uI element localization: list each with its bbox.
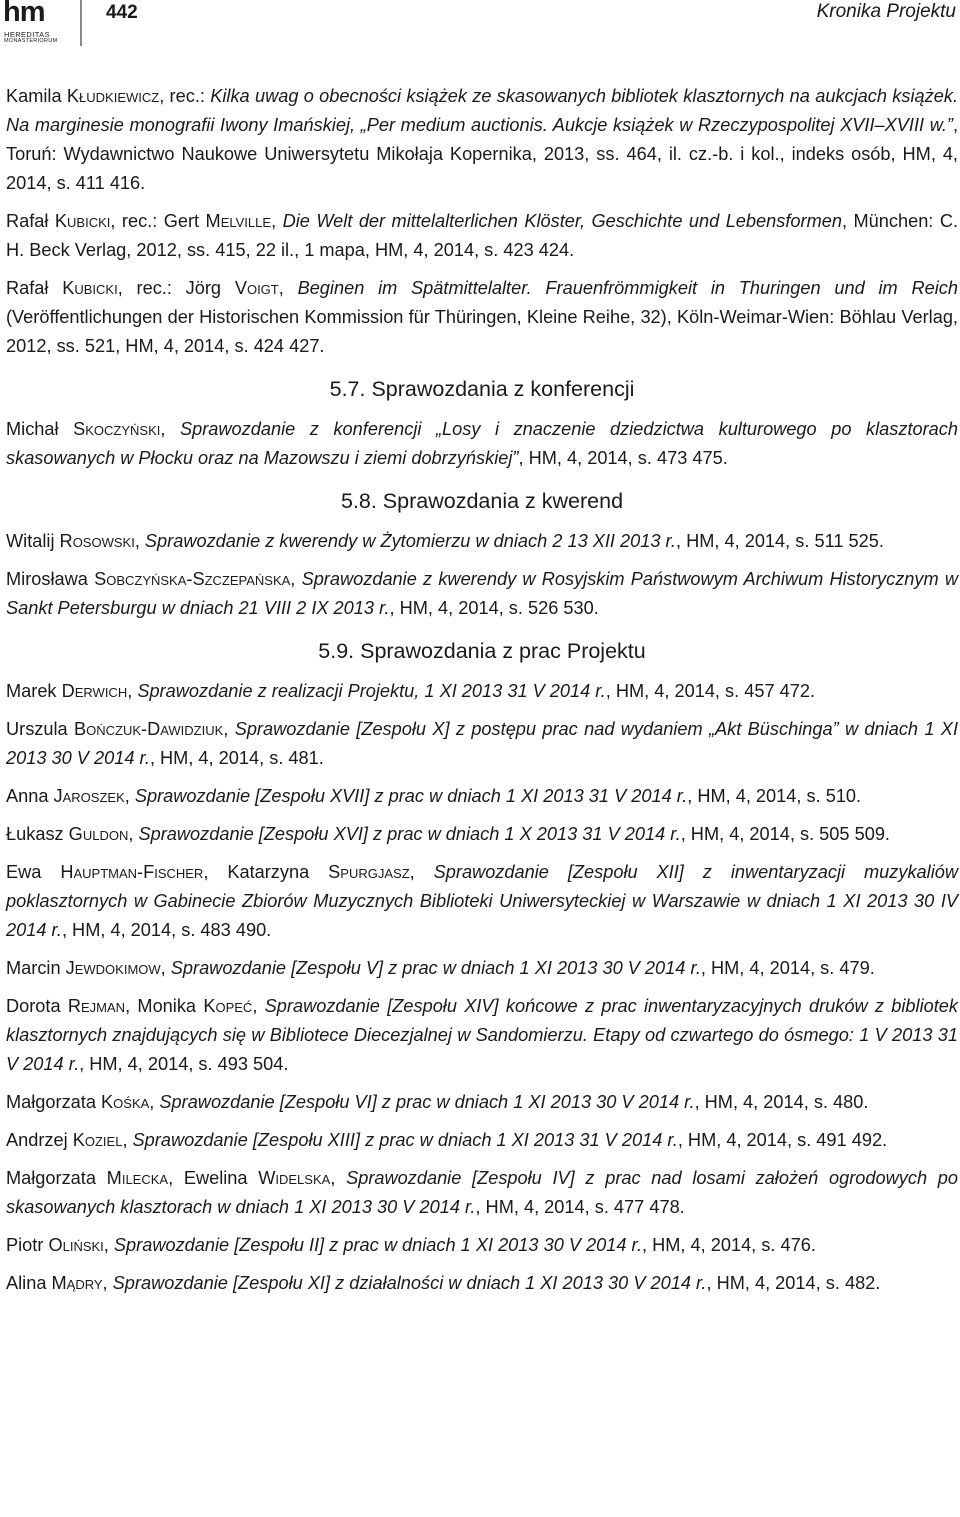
author-surname: oziel xyxy=(84,1130,123,1150)
hereditas-monasteriorum-logo xyxy=(0,0,72,46)
entry-bonczuk-dawidziuk xyxy=(6,715,958,773)
entries-group-a xyxy=(6,82,958,361)
author-surname: ądry xyxy=(66,1273,103,1293)
entry-text: , xyxy=(271,211,283,231)
entry-text: , xyxy=(160,419,180,439)
entry-title: Die Welt der mittelalterlichen Klöster, Geschichte und Lebensformen xyxy=(282,211,842,231)
entry-title: Sprawozdanie [Zespołu IV] z prac nad losami założeń ogrodowych po skasowanych klasztorach w dniach 1 XI 2013 30 V 2014 r. xyxy=(6,1168,958,1217)
entry-text: , Toruń: Wydawnictwo Naukowe Uniwersytetu Mikołaja Kopernika, 2013, ss. 464, il. cz.-b. i kol., indeks osób, HM, 4, 2014, s. 411 416. xyxy=(6,115,958,193)
entry-kubicki-voigt xyxy=(6,274,958,361)
entry-text: , HM, 4, 2014, s. 479. xyxy=(700,958,875,978)
author-surname: erwich xyxy=(74,681,128,701)
author-surname: oigt xyxy=(246,278,279,298)
entry-text: , xyxy=(278,278,298,298)
entry-title: Sprawozdanie z realizacji Projektu, 1 XI 2013 31 V 2014 r. xyxy=(137,681,606,701)
entry-text: , Ewelina W xyxy=(168,1168,276,1188)
entry-text: , xyxy=(252,996,265,1016)
author-surname: obczyńska xyxy=(106,569,187,589)
entry-text: , xyxy=(160,958,171,978)
author-surname: zczepańska xyxy=(204,569,291,589)
author-surname: opeć xyxy=(215,996,253,1016)
entry-title: Sprawozdanie [Zespołu II] z prac w dniach 1 XI 2013 30 V 2014 r. xyxy=(113,1235,642,1255)
entry-text: , xyxy=(149,1092,160,1112)
author-surname: ubicki xyxy=(67,211,111,231)
entry-text: (Veröffentlichungen der Historischen Kommission für Thüringen, Kleine Reihe, 32), Köln-Weimar-Wien: Böhlau Verlag, 2012, ss. 521, HM, 4, 2014, s. 424 427. xyxy=(6,307,958,356)
author-surname: ewdokimow xyxy=(74,958,161,978)
author-surname: liński xyxy=(62,1235,104,1255)
entry-text: , xyxy=(124,786,135,806)
author-surname: idelska xyxy=(275,1168,331,1188)
entry-text: , HM, 4, 2014, s. 481. xyxy=(149,748,324,768)
entry-rejman-kopec xyxy=(6,992,958,1079)
page-content xyxy=(6,82,958,1307)
section-heading-queries: 5.8. Sprawozdania z kwerend xyxy=(340,489,624,513)
entry-kludkiewicz xyxy=(6,82,958,198)
entry-text: , HM, 4, 2014, s. 505 509. xyxy=(680,824,890,844)
entry-text: , HM, 4, 2014, s. 483 490. xyxy=(61,920,272,940)
entry-text: , xyxy=(290,569,302,589)
entry-text: , HM, 4, 2014, s. 482. xyxy=(706,1273,881,1293)
entry-title: Sprawozdanie z konferencji „Losy i znaczenie dziedzictwa kulturowego po klasztorach skasowanych w Płocku oraz na Mazowszu i ziemi dobrzyńskiej” xyxy=(6,419,958,468)
entries-group-b xyxy=(6,415,958,473)
running-title: Kronika Projektu xyxy=(816,1,956,22)
entry-jaroszek xyxy=(6,782,958,811)
entries-group-c xyxy=(6,527,958,623)
entry-text: Andrzej K xyxy=(6,1130,85,1150)
entry-text: Rafał K xyxy=(6,278,75,298)
entry-text: Marek D xyxy=(6,681,75,701)
entry-title: Sprawozdanie [Zespołu XVI] z prac w dniach 1 X 2013 31 V 2014 r. xyxy=(138,824,681,844)
entry-guldon xyxy=(6,820,958,849)
author-surname: uldon xyxy=(82,824,129,844)
entry-text: Anna J xyxy=(6,786,63,806)
entry-text: -D xyxy=(141,719,161,739)
entry-text: -F xyxy=(137,862,155,882)
entry-text: Michał S xyxy=(6,419,86,439)
entry-text: , xyxy=(409,862,434,882)
entry-text: Alina M xyxy=(6,1273,67,1293)
entry-text: , HM, 4, 2014, s. 511 525. xyxy=(675,531,884,551)
entry-text: , HM, 4, 2014, s. 526 530. xyxy=(389,598,599,618)
entry-text: Łukasz G xyxy=(6,824,83,844)
page-number: 442 xyxy=(106,2,138,23)
entry-text: Rafał K xyxy=(6,211,68,231)
entry-text: -S xyxy=(186,569,205,589)
entry-title: Sprawozdanie [Zespołu X] z postępu prac nad wydaniem „Akt Büschinga” w dniach 1 XI 2013 30 V 2014 r. xyxy=(6,719,958,768)
author-surname: purgjasz xyxy=(340,862,410,882)
entry-hauptman-fischer xyxy=(6,858,958,945)
entry-text: Małgorzata K xyxy=(6,1092,114,1112)
entry-text: , Katarzyna S xyxy=(203,862,341,882)
entry-title: Sprawozdanie [Zespołu XIV] końcowe z prac inwentaryzacyjnych druków z bibliotek klasztornych znajdujących się w Bibliotece Diecezjalnej w Sandomierzu. Etapy od czwartego do ósmego: 1 V 2013 31 V 2014 r. xyxy=(6,996,958,1074)
entry-koziel xyxy=(6,1126,958,1155)
entry-text: Dorota R xyxy=(6,996,82,1016)
entry-sobczynska-szczepanska xyxy=(6,565,958,623)
entry-rosowski xyxy=(6,527,958,556)
entry-text: , HM, 4, 2014, s. 480. xyxy=(694,1092,869,1112)
author-surname: ischer xyxy=(154,862,204,882)
logo-line2: MONASTERIORUM xyxy=(4,38,58,44)
entry-text: Kamila K xyxy=(6,86,80,106)
entry-title: Sprawozdanie [Zespołu VI] z prac w dniach 1 XI 2013 30 V 2014 r. xyxy=(159,1092,695,1112)
entry-title: Sprawozdanie [Zespołu XIII] z prac w dniach 1 XI 2013 31 V 2014 r. xyxy=(132,1130,678,1150)
entry-title: Sprawozdanie [Zespołu XI] z działalności w dniach 1 XI 2013 30 V 2014 r. xyxy=(112,1273,707,1293)
entry-jewdokimow xyxy=(6,954,958,983)
entry-text: Urszula B xyxy=(6,719,87,739)
entry-text: , xyxy=(134,531,145,551)
section-heading-project-reports: 5.9. Sprawozdania z prac Projektu xyxy=(318,639,646,663)
author-surname: osowski xyxy=(72,531,135,551)
entry-text: , xyxy=(330,1168,347,1188)
logo-mark: hm xyxy=(3,0,45,28)
entry-madry xyxy=(6,1269,958,1298)
author-surname: koczyński xyxy=(85,419,161,439)
entry-text: , Monika K xyxy=(125,996,216,1016)
entry-text: , xyxy=(102,1273,113,1293)
author-surname: auptman xyxy=(73,862,138,882)
author-surname: ilecka xyxy=(121,1168,169,1188)
entry-text: , rec.: Jörg V xyxy=(117,278,247,298)
entry-text: Ewa H xyxy=(6,862,74,882)
entry-text: , München: C. H. Beck Verlag, 2012, ss. 415, 22 il., 1 mapa, HM, 4, 2014, s. 423 424. xyxy=(6,211,959,260)
entries-group-d xyxy=(6,677,958,1298)
author-surname: ejman xyxy=(81,996,126,1016)
entry-text: , xyxy=(122,1130,133,1150)
author-surname: łudkiewicz xyxy=(79,86,160,106)
entry-text: , xyxy=(127,681,138,701)
entry-text: , rec.: Gert M xyxy=(110,211,221,231)
entry-text: , rec.: xyxy=(159,86,211,106)
entry-text: , xyxy=(103,1235,114,1255)
author-surname: aroszek xyxy=(62,786,125,806)
header-divider xyxy=(80,0,82,46)
author-surname: elville xyxy=(220,211,272,231)
entry-text: , HM, 4, 2014, s. 476. xyxy=(642,1235,816,1255)
entry-text: , HM, 4, 2014, s. 457 472. xyxy=(605,681,816,701)
entry-text: , HM, 4, 2014, s. 510. xyxy=(687,786,862,806)
entry-text: , xyxy=(128,824,139,844)
logo-line1: HEREDITAS xyxy=(4,30,50,39)
page-header xyxy=(0,0,960,50)
entry-text: , HM, 4, 2014, s. 491 492. xyxy=(677,1130,888,1150)
entry-text: Piotr O xyxy=(6,1235,63,1255)
entry-title: Beginen im Spätmittelalter. Frauenfrömmigkeit in Thuringen und im Reich xyxy=(297,278,958,298)
entry-text: Witalij R xyxy=(6,531,73,551)
entry-title: Sprawozdanie [Zespołu XII] z inwentaryzacji muzykaliów poklasztornych w Gabinecie Zbiorów Muzycznych Biblioteki Uniwersyteckiej w Warszawie w dniach 1 XI 2013 30 IV 2014 r. xyxy=(6,862,958,940)
entry-text: Mirosława S xyxy=(6,569,107,589)
entry-text: , HM, 4, 2014, s. 477 478. xyxy=(475,1197,685,1217)
entry-skoczynski xyxy=(6,415,958,473)
entry-text: , HM, 4, 2014, s. 493 504. xyxy=(79,1054,289,1074)
entry-text: Małgorzata M xyxy=(6,1168,122,1188)
entry-derwich xyxy=(6,677,958,706)
entry-text: , HM, 4, 2014, s. 473 475. xyxy=(518,448,728,468)
entry-title: Sprawozdanie [Zespołu V] z prac w dniach 1 XI 2013 30 V 2014 r. xyxy=(170,958,701,978)
entry-milecka-widelska xyxy=(6,1164,958,1222)
entry-kubicki-melville xyxy=(6,207,958,265)
entry-koska xyxy=(6,1088,958,1117)
entry-olinski xyxy=(6,1231,958,1260)
entry-text: , xyxy=(223,719,235,739)
author-surname: ubicki xyxy=(74,278,118,298)
section-heading-conferences: 5.7. Sprawozdania z konferencji xyxy=(329,377,635,401)
entry-title: Sprawozdanie z kwerendy w Rosyjskim Państwowym Archiwum Historycznym w Sankt Petersburgu w dniach 21 VIII 2 IX 2013 r. xyxy=(6,569,958,618)
entry-title: Sprawozdanie [Zespołu XVII] z prac w dniach 1 XI 2013 31 V 2014 r. xyxy=(134,786,688,806)
entry-title: Sprawozdanie z kwerendy w Żytomierzu w dniach 2 13 XII 2013 r. xyxy=(144,531,676,551)
entry-text: Marcin J xyxy=(6,958,75,978)
author-surname: ośka xyxy=(113,1092,150,1112)
entry-title: Kilka uwag o obecności książek ze skasowanych bibliotek klasztornych na aukcjach książek. Na marginesie monografii Iwony Imańskiej, „Per medium auctionis. Aukcje książek w Rzeczypospolitej XVII–XVIII w.” xyxy=(6,86,958,135)
author-surname: awidziuk xyxy=(160,719,224,739)
author-surname: ończuk xyxy=(86,719,142,739)
